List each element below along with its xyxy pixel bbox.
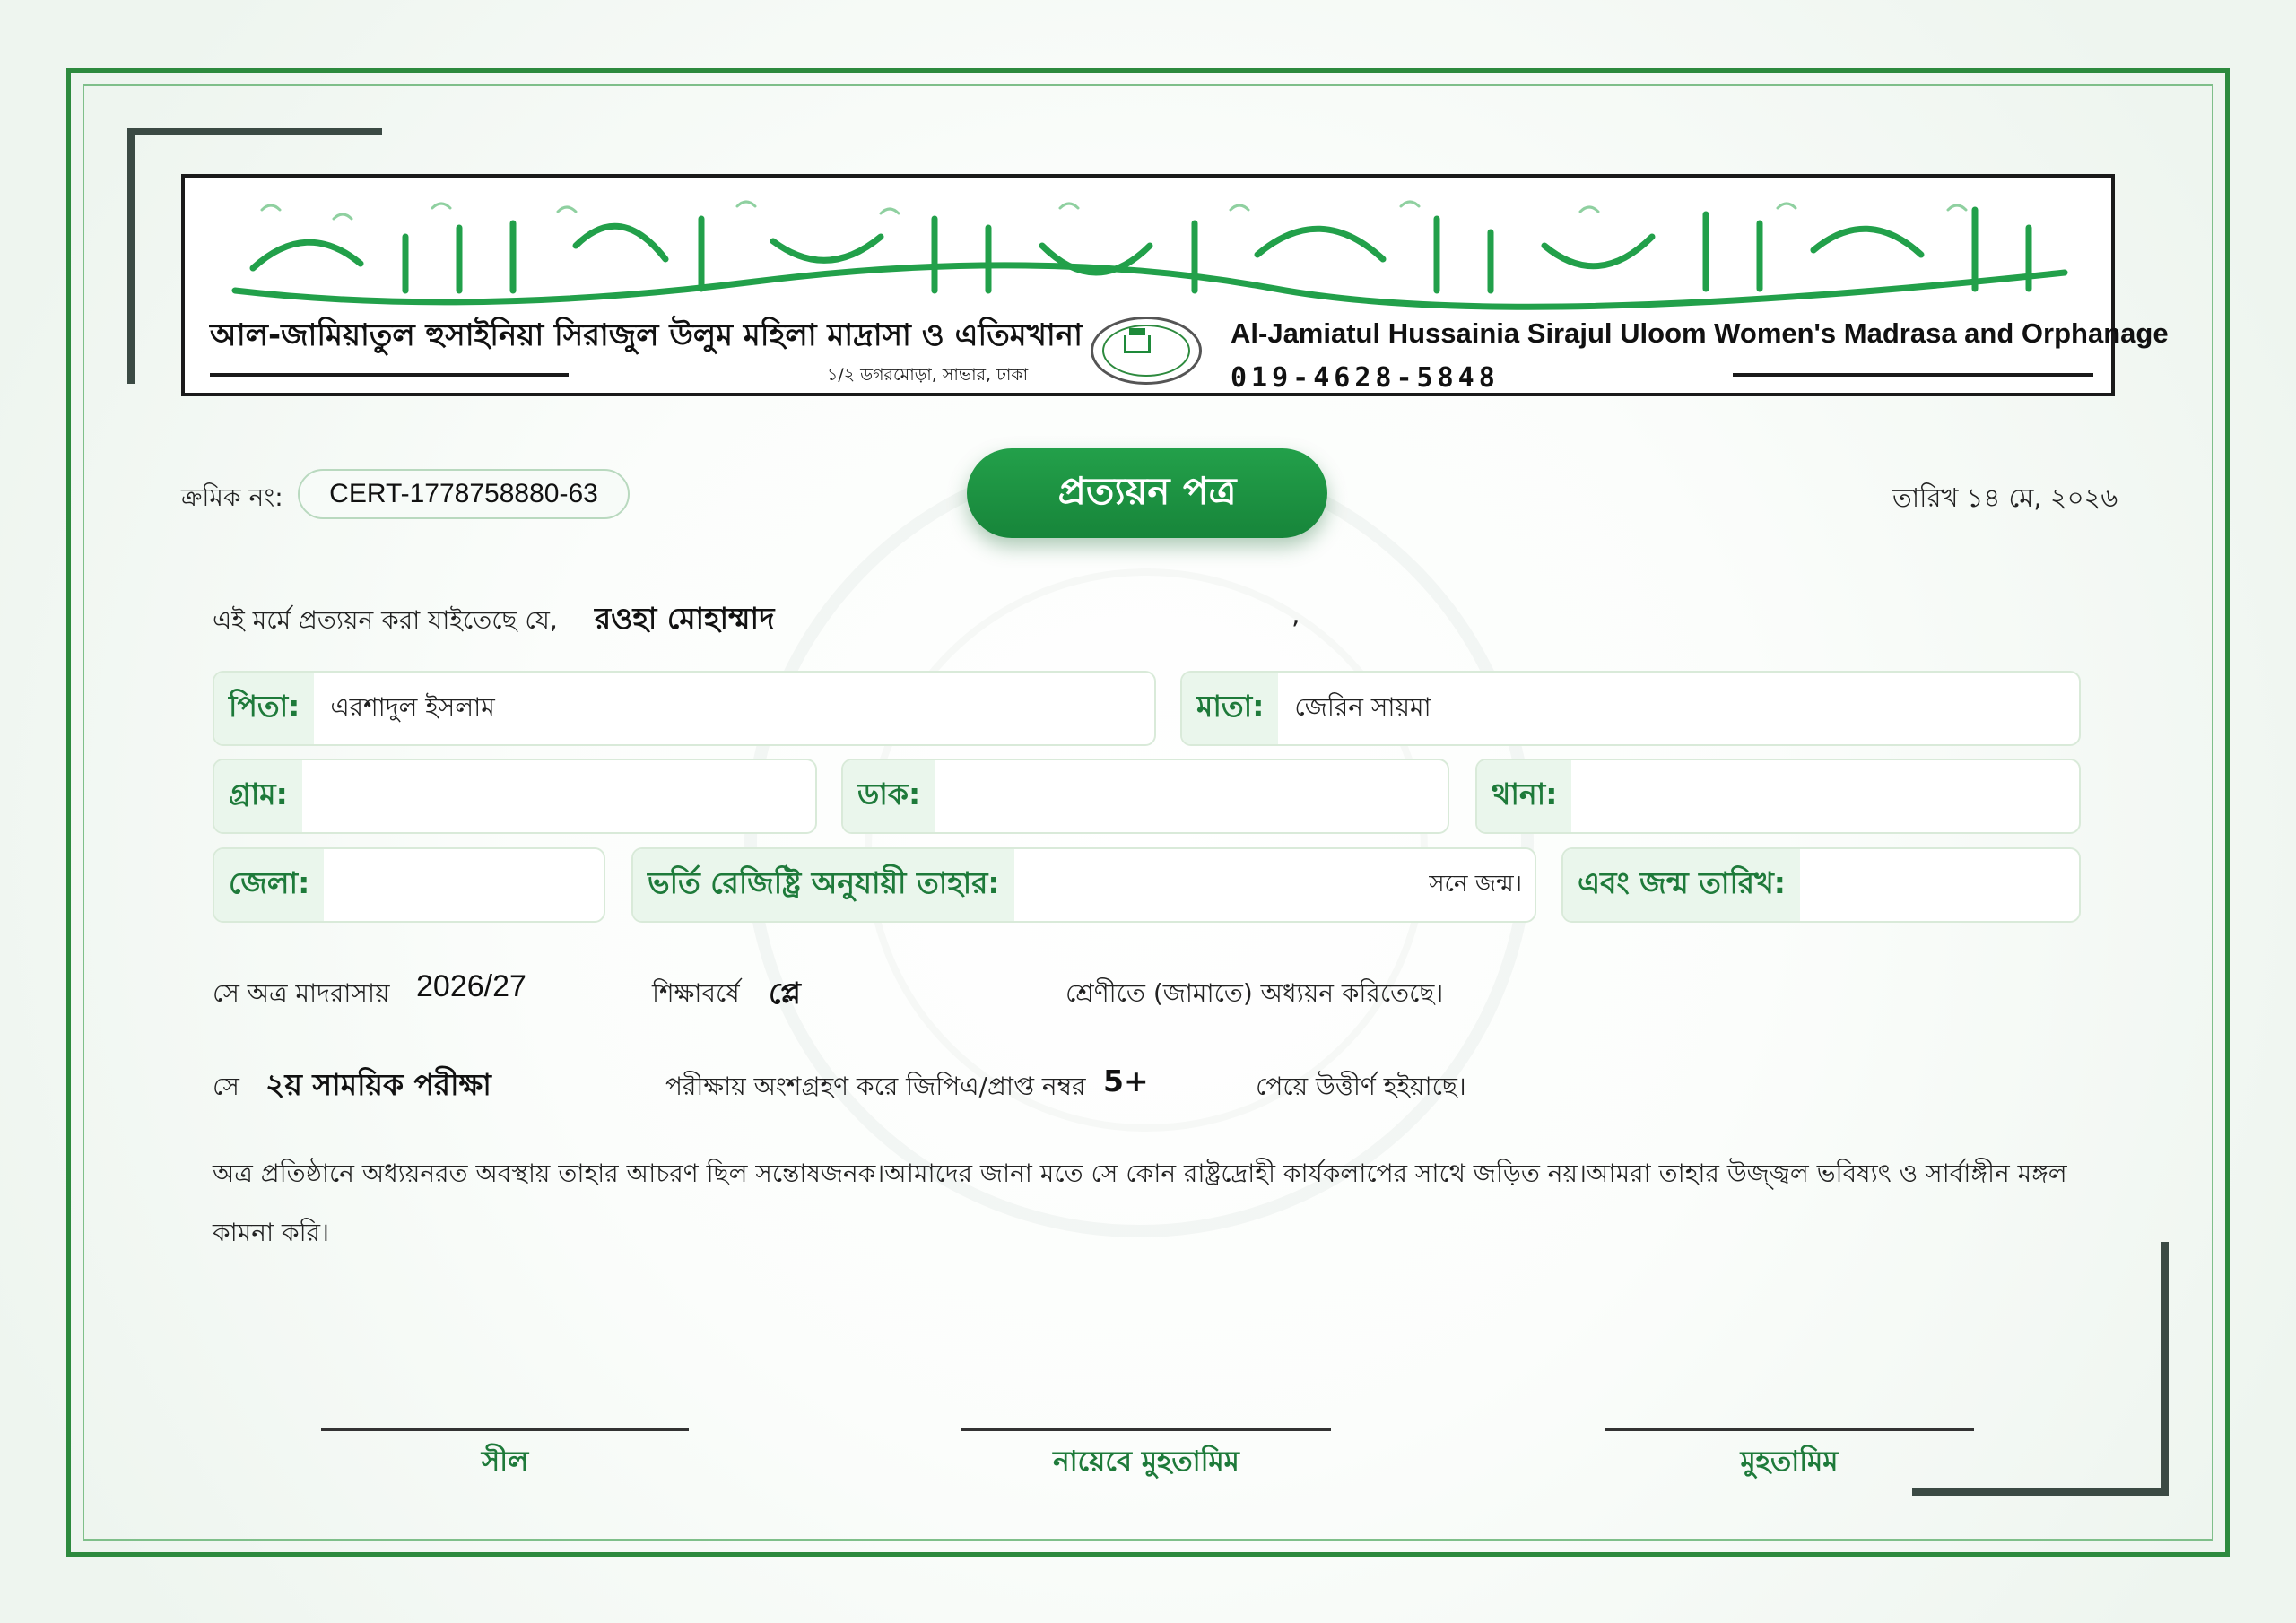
deputy-principal-label: নায়েবে মুহতামিম bbox=[1053, 1445, 1239, 1478]
father-value: এরশাদুল ইসলাম bbox=[330, 691, 495, 722]
village-value bbox=[302, 760, 318, 832]
class-name: প্লে bbox=[769, 976, 801, 1011]
corner-ornament-bottom-right bbox=[1912, 1488, 2169, 1496]
village-label: গ্রাম: bbox=[214, 760, 302, 832]
exam-suffix: পেয়ে উত্তীর্ণ হইয়াছে। bbox=[1256, 1072, 1466, 1101]
thana-value bbox=[1571, 760, 1587, 832]
intro-text: এই মর্মে প্রত্যয়ন করা যাইতেছে যে, bbox=[213, 605, 558, 635]
birthdate-value bbox=[1800, 849, 1816, 921]
admission-label: ভর্তি রেজিষ্ট্রি অনুযায়ী তাহার: bbox=[633, 849, 1014, 921]
father-field bbox=[213, 671, 1156, 746]
academic-year: 2026/27 bbox=[416, 969, 526, 1003]
intro-comma: , bbox=[1292, 599, 1300, 630]
serial-label: ক্রমিক নং: bbox=[181, 482, 283, 512]
corner-ornament-bottom-right-vertical bbox=[2161, 1242, 2169, 1496]
study-prefix: সে অত্র মাদরাসায় bbox=[213, 978, 390, 1008]
deputy-signature-line bbox=[961, 1428, 1331, 1431]
seal-signature-line bbox=[321, 1428, 689, 1431]
banner-rule-right bbox=[1733, 373, 2093, 377]
exam-mid: পরীক্ষায় অংশগ্রহণ করে জিপিএ/প্রাপ্ত নম্বর bbox=[665, 1072, 1086, 1101]
arabic-calligraphy-title bbox=[199, 183, 2100, 316]
study-mid: শিক্ষাবর্ষে bbox=[652, 978, 740, 1008]
conduct-paragraph: অত্র প্রতিষ্ঠানে অধ্যয়নরত অবস্থায় তাহার আচরণ ছিল সন্তোষজনক।আমাদের জানা মতে সে কোন রাষ্ট্রদ্রোহী কার্যকলাপের সাথে জড়িত নয়।আমরা তাহার উজ্জ্বল ভবিষ্যৎ ও সার্বাঙ্গীন মঙ্গল কামনা করি। bbox=[213, 1159, 2067, 1247]
district-value bbox=[324, 849, 340, 921]
post-field bbox=[841, 759, 1449, 834]
birthdate-label: এবং জন্ম তারিখ: bbox=[1563, 849, 1800, 921]
mother-label: মাতা: bbox=[1182, 673, 1278, 744]
district-field bbox=[213, 847, 605, 923]
admission-field bbox=[631, 847, 1536, 923]
thana-label: থানা: bbox=[1477, 760, 1571, 832]
father-label: পিতা: bbox=[214, 673, 314, 744]
madrasa-book-logo-icon bbox=[1091, 317, 1202, 385]
principal-label: মুহতামিম bbox=[1740, 1445, 1839, 1478]
admission-suffix: সনে জন্ম। bbox=[1429, 871, 1522, 898]
post-label: ডাক: bbox=[843, 760, 935, 832]
exam-name: ২য় সাময়িক পরীক্ষা bbox=[265, 1067, 491, 1102]
banner-rule-left bbox=[210, 373, 569, 377]
exam-prefix: সে bbox=[213, 1072, 239, 1101]
corner-ornament-top-left bbox=[127, 128, 382, 135]
district-label: জেলা: bbox=[214, 849, 324, 921]
study-suffix: শ্রেণীতে (জামাতে) অধ্যয়ন করিতেছে। bbox=[1065, 978, 1444, 1008]
certificate-title: প্রত্যয়ন পত্র bbox=[967, 448, 1327, 538]
village-field bbox=[213, 759, 817, 834]
institution-name-bangla: আল-জামিয়াতুল হুসাইনিয়া সিরাজুল উলুম মহিলা মাদ্রাসা ও এতিমখানা bbox=[210, 317, 1083, 353]
birthdate-field bbox=[1561, 847, 2081, 923]
institution-address: ১/২ ডগরমোড়া, সাভার, ঢাকা bbox=[827, 365, 1029, 385]
thana-field bbox=[1475, 759, 2081, 834]
corner-ornament-top-left-vertical bbox=[127, 128, 135, 384]
institution-name-english: Al-Jamiatul Hussainia Sirajul Uloom Women's Madrasa and Orphanage bbox=[1231, 317, 2169, 349]
institution-banner bbox=[181, 174, 2169, 396]
institution-phone: 019-4628-5848 bbox=[1231, 362, 1500, 394]
exam-grade: 5+ bbox=[1103, 1063, 1149, 1098]
seal-label: সীল bbox=[481, 1445, 529, 1478]
mother-field bbox=[1180, 671, 2081, 746]
mother-value: জেরিন সায়মা bbox=[1294, 691, 1431, 722]
principal-signature-line bbox=[1605, 1428, 1974, 1431]
post-value bbox=[935, 760, 951, 832]
serial-number-badge: CERT-1778758880-63 bbox=[298, 469, 630, 519]
student-name: রওহা মোহাম্মাদ bbox=[595, 601, 775, 636]
certificate-date: তারিখ ১৪ মে, ২০২৬ bbox=[1892, 482, 2118, 513]
